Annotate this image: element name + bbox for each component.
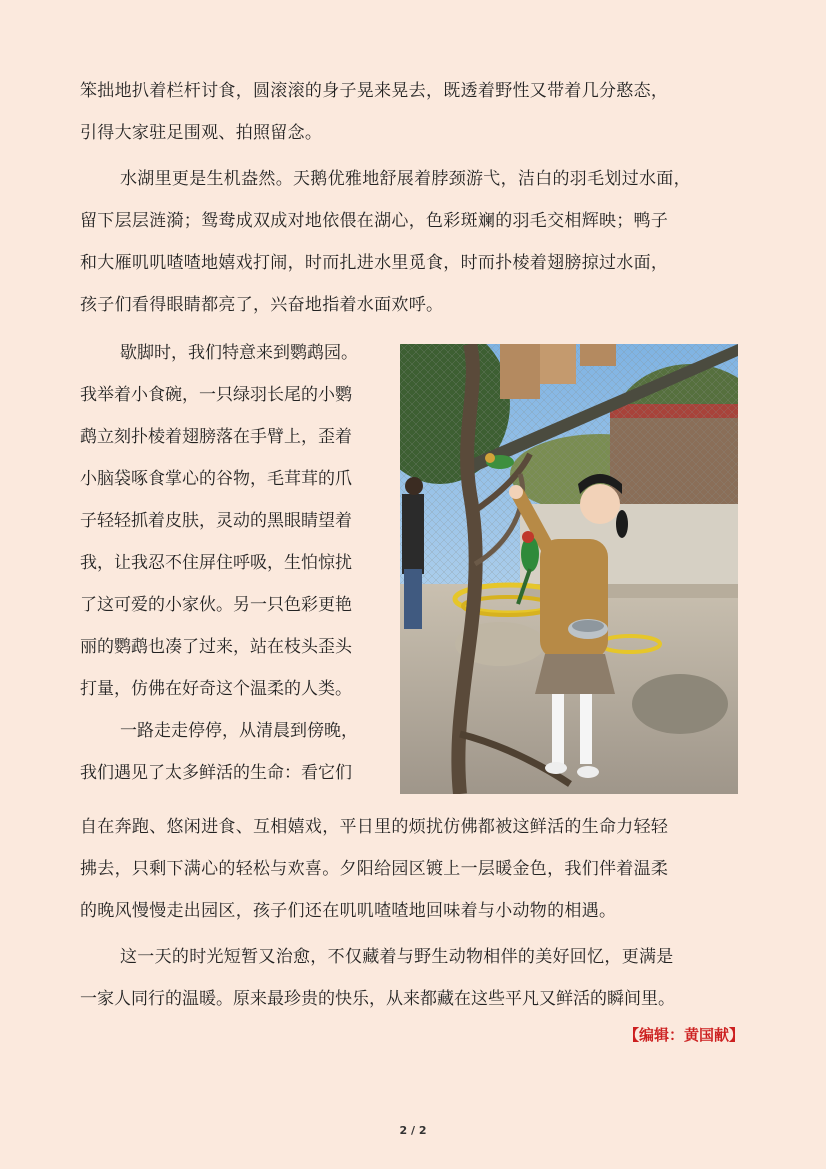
text-line: 丽的鹦鹉也凑了过来，站在枝头歪头	[80, 637, 352, 657]
paragraph-4	[80, 806, 748, 932]
text-line: 我们遇见了太多鲜活的生命：看它们	[80, 763, 352, 783]
text-line: 笨拙地扒着栏杆讨食，圆滚滚的身子晃来晃去，既透着野性又带着几分憨态，	[80, 81, 669, 101]
paragraph-1	[80, 70, 748, 154]
text-line: 这一天的时光短暂又治愈，不仅藏着与野生动物相伴的美好回忆，更满是	[120, 947, 674, 967]
paragraph-5	[80, 936, 748, 1020]
text-line: 子轻轻抓着皮肤，灵动的黑眼睛望着	[80, 511, 352, 531]
text-line: 打量，仿佛在好奇这个温柔的人类。	[80, 679, 352, 699]
paragraph-2	[80, 158, 748, 326]
paragraph-3	[80, 332, 398, 794]
text-line: 我举着小食碗，一只绿羽长尾的小鹦	[80, 385, 352, 405]
page-number: 2 / 2	[399, 1124, 427, 1137]
text-line: 小脑袋啄食掌心的谷物，毛茸茸的爪	[80, 469, 352, 489]
text-line: 我，让我忍不住屏住呼吸，生怕惊扰	[80, 553, 352, 573]
text-line: 鹉立刻扑棱着翅膀落在手臂上，歪着	[80, 427, 352, 447]
text-line: 拂去，只剩下满心的轻松与欢喜。夕阳给园区镀上一层暖金色，我们伴着温柔	[80, 859, 669, 879]
text-line: 和大雁叽叽喳喳地嬉戏打闹，时而扎进水里觅食，时而扑棱着翅膀掠过水面，	[80, 253, 669, 273]
text-line: 一家人同行的温暖。原来最珍贵的快乐，从来都藏在这些平凡又鲜活的瞬间里。	[80, 989, 675, 1009]
editor-credit: 【编辑：黄国献】	[623, 1026, 744, 1044]
text-line: 孩子们看得眼睛都亮了，兴奋地指着水面欢呼。	[80, 295, 444, 315]
text-line: 水湖里更是生机盎然。天鹅优雅地舒展着脖颈游弋，洁白的羽毛划过水面，	[120, 169, 691, 189]
text-line: 引得大家驻足围观、拍照留念。	[80, 123, 323, 143]
text-line: 一路走走停停，从清晨到傍晚，	[120, 721, 358, 741]
text-line: 自在奔跑、悠闲进食、互相嬉戏，平日里的烦扰仿佛都被这鲜活的生命力轻轻	[80, 817, 669, 837]
text-line: 了这可爱的小家伙。另一只色彩更艳	[80, 595, 352, 615]
photo-illustration	[400, 344, 738, 794]
parrot-feeding-photo	[400, 344, 738, 794]
text-line: 歇脚时，我们特意来到鹦鹉园。	[120, 343, 358, 363]
text-line: 的晚风慢慢走出园区，孩子们还在叽叽喳喳地回味着与小动物的相遇。	[80, 901, 617, 921]
text-line: 留下层层涟漪；鸳鸯成双成对地依偎在湖心，色彩斑斓的羽毛交相辉映；鸭子	[80, 211, 669, 231]
